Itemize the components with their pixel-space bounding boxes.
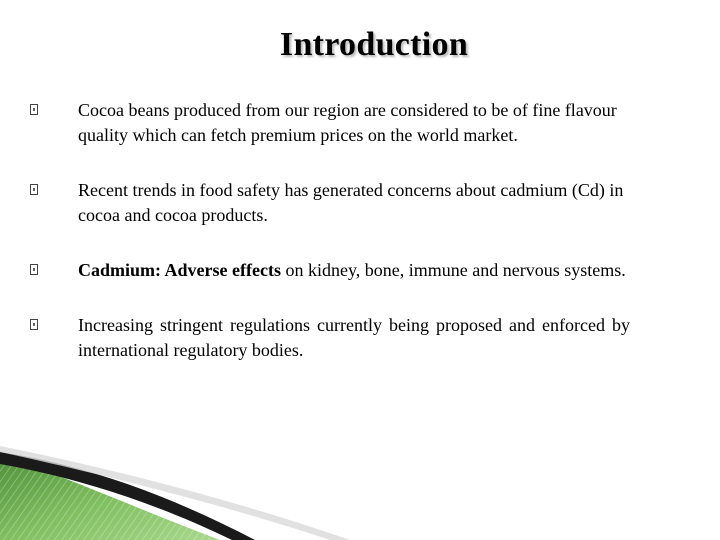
slide-title: Introduction <box>279 26 469 63</box>
bullet-icon <box>30 184 38 195</box>
bullet-list <box>30 98 630 393</box>
bullet-text: Cocoa beans produced from our region are considered to be of fine flavour quality which can fetch premium prices on the world market. <box>78 100 617 145</box>
grey-swoosh-shape <box>0 446 350 540</box>
bullet-text: Recent trends in food safety has generated concerns about cadmium (Cd) in cocoa and cocoa products. <box>78 180 624 225</box>
bullet-bold-text: Cadmium: Adverse effects <box>78 260 281 280</box>
bullet-item <box>30 258 630 283</box>
bullet-text: on kidney, bone, immune and nervous systems. <box>280 260 626 280</box>
bullet-item <box>30 178 630 228</box>
bullet-item <box>30 98 630 148</box>
bullet-text: Increasing stringent regulations currently being proposed and enforced by international regulatory bodies. <box>78 315 630 360</box>
bullet-icon <box>30 319 38 330</box>
bullet-icon <box>30 104 38 115</box>
green-wedge-shape <box>0 455 220 540</box>
dark-swoosh-shape <box>0 452 255 540</box>
green-wedge-stripes <box>0 455 220 540</box>
bullet-icon <box>30 264 38 275</box>
bullet-item <box>30 313 630 363</box>
